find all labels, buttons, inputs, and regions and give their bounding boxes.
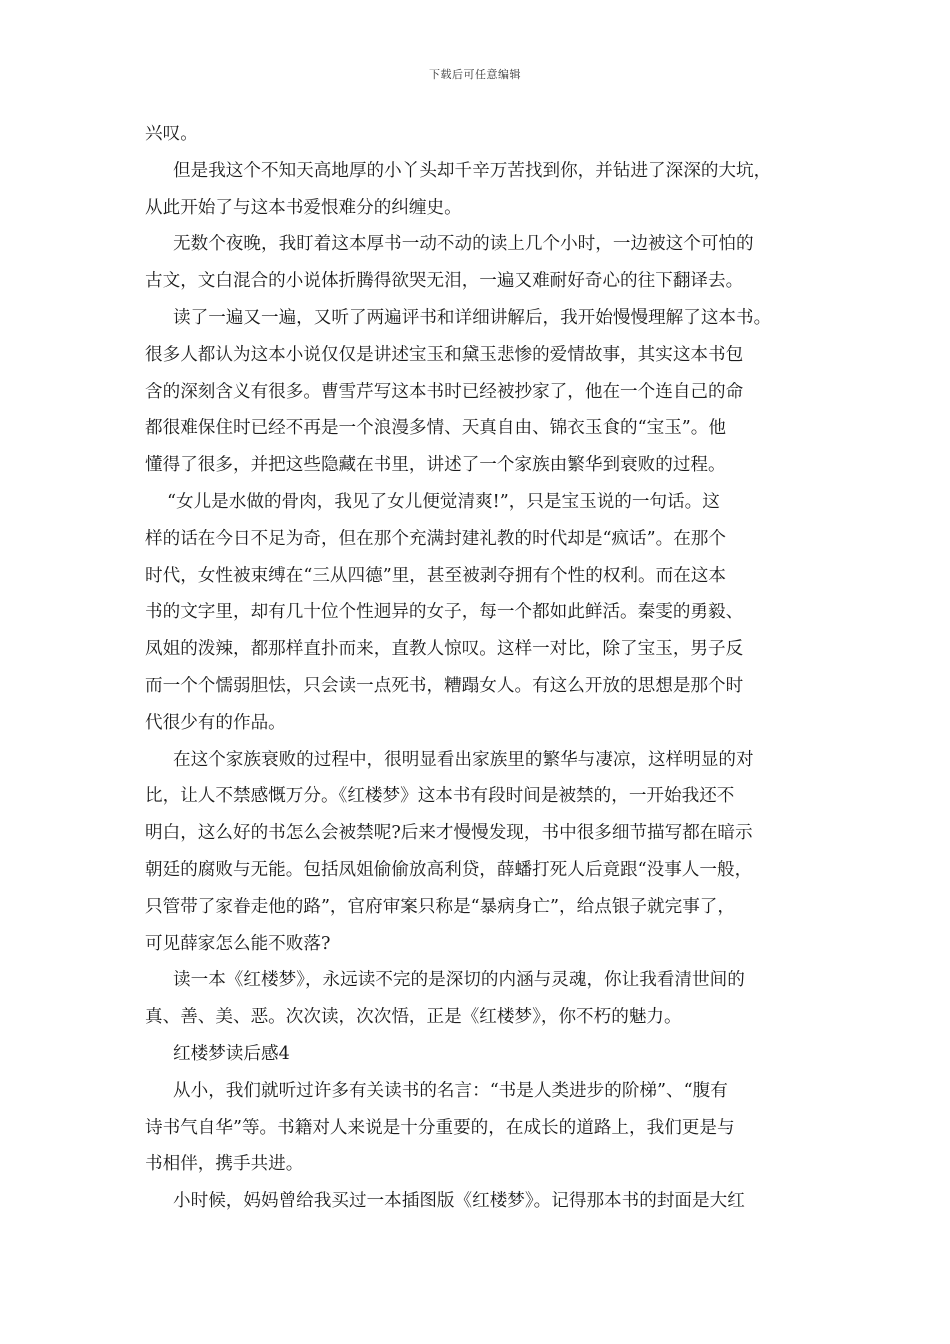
text-line: 真、善、美、恶。次次读，次次悟，正是《红楼梦》，你不朽的魅力。 [145,1007,682,1028]
text-line: 明白，这么好的书怎么会被禁呢?后来才慢慢发现，书中很多细节描写都在暗示 [145,823,753,844]
text-line: 懂得了很多，并把这些隐藏在书里，讲述了一个家族由繁华到衰败的过程。 [145,455,726,476]
text-line: 代很少有的作品。 [145,712,286,733]
text-line: 都很难保住时已经不再是一个浪漫多情、天真自由、锦衣玉食的“宝玉”。他 [145,418,726,439]
text-line: 从小，我们就听过许多有关读书的名言：“书是人类进步的阶梯”、“腹有 [173,1080,728,1101]
page-header: 下载后可任意编辑 [429,68,521,81]
text-line: 朝廷的腐败与无能。包括凤姐偷偷放高利贷，薛蟠打死人后竟跟“没事人一般， [145,859,753,880]
text-line: 样的话在今日不足为奇，但在那个充满封建礼教的时代却是“疯话”。在那个 [145,528,726,549]
text-line: 而一个个懦弱胆怯，只会读一点死书，糟蹋女人。有这么开放的思想是那个时 [145,675,744,696]
text-line: 含的深刻含义有很多。曹雪芹写这本书时已经被抄家了，他在一个连自己的命 [145,381,744,402]
text-line: 诗书气自华”等。书籍对人来说是十分重要的，在成长的道路上，我们更是与 [145,1117,735,1138]
text-line: 书相伴，携手共进。 [145,1154,304,1175]
text-line: 很多人都认为这本小说仅仅是讲述宝玉和黛玉悲惨的爱情故事，其实这本书包 [145,344,744,365]
text-line: 可见薛家怎么能不败落? [145,933,331,954]
text-line: 古文，文白混合的小说体折腾得欲哭无泪，一遍又难耐好奇心的往下翻译去。 [145,271,744,292]
text-line: “女儿是水做的骨肉，我见了女儿便觉清爽!”，只是宝玉说的一句话。这 [167,491,720,512]
document-body [145,116,810,1220]
section-heading: 红楼梦读后感4 [173,1043,290,1064]
text-line: 比，让人不禁感慨万分。《红楼梦》这本书有段时间是被禁的，一开始我还不 [145,786,735,807]
text-line: 从此开始了与这本书爱恨难分的纠缠史。 [145,197,462,218]
text-line: 无数个夜晚，我盯着这本厚书一动不动的读上几个小时，一边被这个可怕的 [173,234,754,255]
text-line: 读了一遍又一遍，又听了两遍评书和详细讲解后，我开始慢慢理解了这本书。 [173,307,772,328]
text-line: 兴叹。 [145,124,198,144]
text-line: 但是我这个不知天高地厚的小丫头却千辛万苦找到你，并钻进了深深的大坑， [173,160,772,181]
text-line: 读一本《红楼梦》，永远读不完的是深切的内涵与灵魂，你让我看清世间的 [173,970,745,991]
text-line: 凤姐的泼辣，都那样直扑而来，直教人惊叹。这样一对比，除了宝玉，男子反 [145,639,744,660]
text-line: 时代，女性被束缚在“三从四德”里，甚至被剥夺拥有个性的权利。而在这本 [145,565,726,586]
text-line: 在这个家族衰败的过程中，很明显看出家族里的繁华与凄凉，这样明显的对 [173,749,754,770]
text-line: 书的文字里，却有几十位个性迥异的女子，每一个都如此鲜活。秦雯的勇毅、 [145,602,744,623]
text-line: 只管带了家眷走他的路”，官府审案只称是“暴病身亡”，给点银子就完事了， [145,896,735,917]
text-line: 小时候，妈妈曾给我买过一本插图版《红楼梦》。记得那本书的封面是大红 [173,1191,745,1212]
